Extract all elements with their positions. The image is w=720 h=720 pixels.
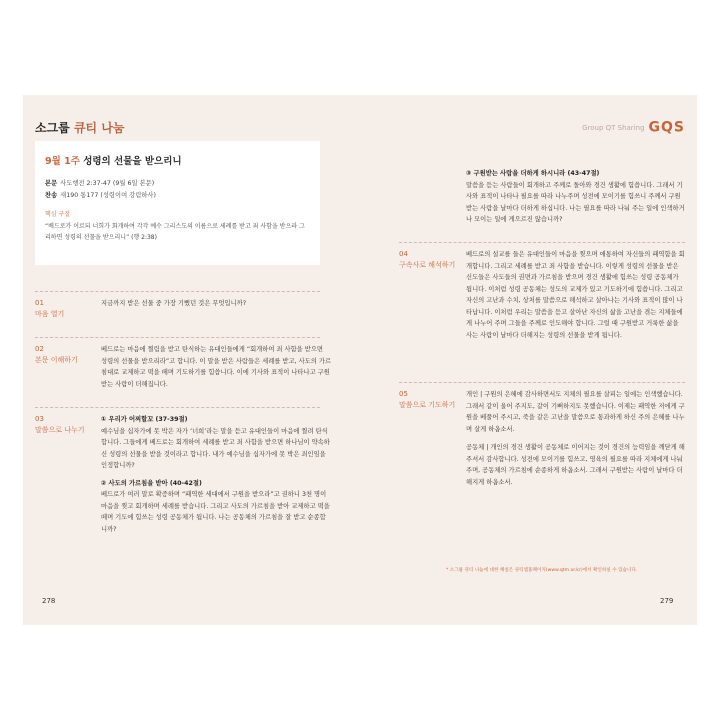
section-label-02 — [35, 344, 78, 366]
brand-logo: GQS — [648, 119, 685, 136]
section-text: 지금까지 받은 선물 중 가장 기뻤던 것은 무엇입니까? — [101, 300, 247, 307]
passage-label: 본문 — [45, 180, 58, 187]
footnote: * 소그룹 큐티 나눔에 대한 해설은 큐티엠홈페이지(www.qtm.or.kr)에서 확인하실 수 있습니다. — [446, 568, 638, 573]
section-number: 02 — [35, 345, 44, 353]
section-title: 본문 이해하기 — [35, 356, 78, 364]
section-body-02 — [101, 344, 331, 390]
week-info-box — [35, 141, 320, 265]
core-verse-text: “베드로가 이르되 너희가 회개하여 각각 예수 그리스도의 이름으로 세례를 받고 죄 사함을 받으라 그리하면 성령의 선물을 받으리니” (행 2:38) — [45, 223, 305, 241]
hymn-label: 찬송 — [45, 192, 58, 199]
section-title: 말씀으로 기도하기 — [399, 401, 456, 409]
core-verse-label: 핵심 구절 — [45, 211, 71, 218]
question-text: 말씀을 듣는 사람들이 회개하고 주께로 돌아와 경건 생활에 힘씁니다. 그래서 기사와 표적이 나타나 필요를 따라 나누주며 성전에 모이기를 힘쓰니 주께서 구원받는 사람을 날마다 더하게 하십니다. 나는 필요를 따라 나눠 주는 일에 인색하거나 모이는 일에 게으르진 않습니까? — [466, 181, 685, 223]
page-number: 279 — [660, 597, 674, 605]
section-number: 04 — [399, 250, 408, 258]
brand — [582, 117, 685, 136]
week-title-text: 성령의 선물을 받으리니 — [83, 156, 182, 167]
section-title: 구속사로 해석하기 — [399, 261, 456, 269]
section-number: 01 — [35, 299, 44, 307]
book-title-prefix: 소그룹 — [35, 121, 74, 135]
left-page — [23, 95, 360, 625]
question-text: 베드로가 여러 말로 확증하며 “패역한 세대에서 구원을 받으라”고 권하니 3천 명이 마음을 찢고 회개하며 세례를 받습니다. 그리고 사도의 가르침을 받아 교제하고 떡을 떼며 기도에 힘쓰는 성령 공동체가 됩니다. 나는 공동체의 가르침을 잘 받고 순종합니까? — [101, 491, 330, 533]
section-label-01 — [35, 298, 64, 320]
section-text: 베드로의 설교를 들은 유대인들이 마음을 찢으며 애통하여 자신들의 패역함을 회개합니다. 그리고 세례를 받고 죄 사함을 받습니다. 이렇게 성령의 선물을 받은 신도들은 사도들의 권면과 가르침을 받으며 경건 생활에 힘쓰는 성령 공동체가 됩니다. 이처럼 성령 공동체는 성도의 교제가 있고 기도하기에 힘씁니다. 그리고 자신의 고난과 수치, 상처를 말씀으로 해석하고 살아나는 기사와 표적이 많이 나타납니다. 이처럼 우리는 말씀을 듣고 살아난 자신의 삶을 고난을 겪는 지체들에게 나누어 주며 그들을 주께로 인도해야 합니다. 그럴 때 구원받고 거룩한 삶을 사는 사람이 날마다 더해지는 성령의 선물을 받게 됩니다. — [466, 251, 685, 339]
divider — [35, 291, 320, 292]
question-text: 예수님을 십자가에 못 박은 자가 ‘너희’라는 말을 듣고 유대인들이 마음에 찔려 탄식합니다. 그들에게 베드로는 회개하여 세례를 받고 죄 사함을 받으면 하나님이 약속하신 성령의 선물을 받을 것이라고 합니다. 내가 예수님을 십자가에 못 박은 죄인임을 인정합니까? — [101, 427, 330, 469]
section-body-03 — [101, 414, 331, 535]
divider — [35, 337, 320, 338]
passage-text: 사도행전 2:37-47 (9월 6일 본문) — [60, 180, 155, 187]
question-heading: ② 사도의 가르침을 받아 (40-42절) — [101, 479, 202, 487]
hymn-text: 새190 통177 (성령이여 강림하사) — [60, 192, 156, 199]
prayer-personal: 개인 | 구원의 은혜에 감사하면서도 지체의 필요를 살피는 일에는 인색했습니다. 그래서 같이 울어 주지도, 같이 기뻐하지도 못했습니다. 이제는 패역한 저에게 구원을 베풀어 주시고, 죽을 같은 고난을 말씀으로 통과하게 하신 주의 은혜를 나누며 살게 하옵소서. — [466, 391, 685, 433]
week-title — [45, 153, 182, 167]
section-title: 마음 열기 — [35, 310, 65, 318]
divider — [35, 407, 320, 408]
question-heading: ① 우리가 어찌할꼬 (37-39절) — [101, 416, 188, 423]
week-label: 9월 1주 — [45, 156, 80, 167]
section-label-03 — [35, 414, 85, 436]
section-number: 05 — [399, 390, 408, 398]
section-body-03-continued — [466, 168, 686, 226]
book-title-accent: 큐티 나눔 — [73, 121, 125, 135]
section-label-04 — [399, 249, 455, 271]
section-number: 03 — [35, 415, 44, 423]
divider — [399, 242, 685, 243]
hymn-line — [45, 190, 156, 199]
prayer-community: 공동체 | 개인의 경건 생활이 공동체로 이어지는 것이 경건의 능력임을 깨닫게 해 주셔서 감사합니다. 성전에 모이기를 힘쓰고, 영육의 필요를 따라 지체에게 나눠 주며, 공동체의 가르침에 순종하게 하옵소서. 그래서 구원받는 사람이 날마다 더해지게 하옵소서. — [466, 444, 685, 486]
section-body-05 — [466, 389, 686, 488]
section-label-05 — [399, 389, 455, 411]
divider — [399, 382, 685, 383]
passage-line — [45, 178, 154, 187]
section-title: 말씀으로 나누기 — [35, 426, 85, 434]
brand-subtitle: Group QT Sharing — [582, 123, 645, 132]
section-text: 베드로는 마음에 찔림을 받고 탄식하는 유대인들에게 “회개하여 죄 사함을 받으면 성령의 선물을 받으리라”고 합니다. 이 말을 받은 사람들은 세례를 받고, 사도의 가르침대로 교제하고 떡을 떼며 기도하기를 힘씁니다. 이에 기사와 표적이 나타나고 구원받는 사람이 더해집니다. — [101, 346, 332, 388]
book-spread — [23, 95, 697, 625]
section-body-04 — [466, 249, 686, 341]
page-number: 278 — [42, 597, 56, 605]
right-page — [360, 95, 697, 625]
question-heading: ③ 구원받는 사람을 더하게 하시니라 (43-47절) — [466, 170, 600, 177]
section-body-01 — [101, 298, 331, 310]
book-title — [35, 119, 125, 136]
